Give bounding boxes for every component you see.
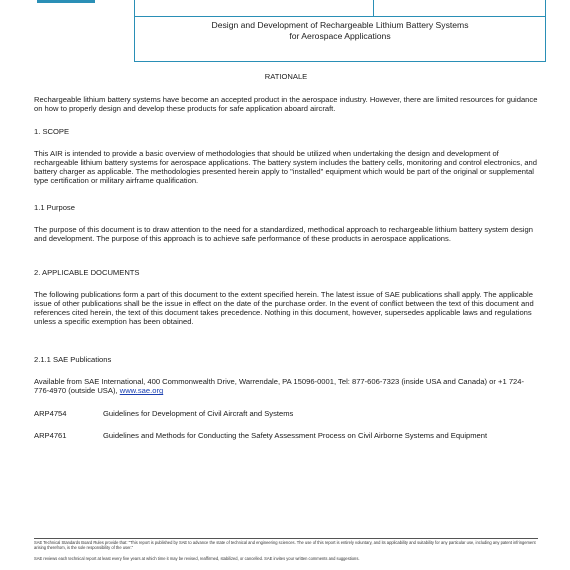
- footer-disclaimer: SAE Technical Standards Board Rules provide that: "This report is published by SAE to advance the state of technical and engineering sciences. The use of this report is entirely voluntary, and its applicability and suitability for any particular use, including any patent infringement arising therefrom, is the sole responsibility of the user.": [34, 540, 536, 550]
- applicable-heading: 2. APPLICABLE DOCUMENTS: [34, 268, 140, 277]
- sae-availability-text: [34, 377, 538, 395]
- ref-title-arp4754: Guidelines for Development of Civil Aircraft and Systems: [103, 409, 294, 418]
- header-top-row: [135, 0, 545, 17]
- sae-publications-heading: 2.1.1 SAE Publications: [34, 355, 112, 364]
- rationale-heading: RATIONALE: [264, 72, 308, 81]
- rationale-text: Rechargeable lithium battery systems have become an accepted product in the aerospace industry. However, there are limited resources for guidance on how to properly design and develop these products for safe application aboard aircraft.: [34, 95, 538, 114]
- logo-fragment: [37, 0, 95, 3]
- sae-availability: Available from SAE International, 400 Commonwealth Drive, Warrendale, PA 15096-0001, Tel: 877-606-7323 (inside USA and Canada) or +1 724-776-4970 (outside USA),: [34, 377, 525, 396]
- document-title: [135, 20, 545, 41]
- scope-text: This AIR is intended to provide a basic overview of methodologies that should be utilized when undertaking the design and development of rechargeable lithium battery systems for aerospace applications. The battery system includes the battery cells, monitoring and control electronics, and battery charger as applicable. The methodologies presented herein apply to "installed" equipment which would be part of the original or supplemental type certification or military airframe qualification.: [34, 149, 537, 186]
- ref-code-arp4761: ARP4761: [34, 431, 67, 440]
- purpose-text: The purpose of this document is to draw attention to the need for a standardized, methodical approach to rechargeable lithium battery system design and development. The purpose of this approach is to achieve safe performance of these products in aerospace applications.: [34, 225, 533, 244]
- scope-heading: 1. SCOPE: [34, 127, 70, 136]
- document-title-line1: Design and Development of Rechargeable Lithium Battery Systems: [211, 20, 469, 30]
- ref-code-arp4754: ARP4754: [34, 409, 67, 418]
- document-title-line2: for Aerospace Applications: [289, 30, 391, 41]
- applicable-text: The following publications form a part of this document to the extent specified herein. The latest issue of SAE publications shall apply. The applicable issue of other publications shall be the issue in effect on the date of the purchase order. In the event of conflict between the text of this document and references cited herein, the text of this document takes precedence. Nothing in this document, however, supersedes applicable laws and regulations unless a specific exemption has been obtained.: [34, 290, 534, 327]
- purpose-heading: 1.1 Purpose: [34, 203, 75, 212]
- sae-website-link[interactable]: www.sae.org: [119, 386, 164, 396]
- footer-divider: [34, 538, 538, 539]
- ref-title-arp4761: Guidelines and Methods for Conducting the Safety Assessment Process on Civil Airborne Systems and Equipment: [103, 431, 488, 440]
- header-divider: [373, 0, 374, 16]
- header-table: [134, 0, 546, 62]
- footer-review-notice: SAE reviews each technical report at least every five years at which time it may be revised, reaffirmed, stabilized, or cancelled. SAE invites your written comments and suggestions.: [34, 556, 360, 561]
